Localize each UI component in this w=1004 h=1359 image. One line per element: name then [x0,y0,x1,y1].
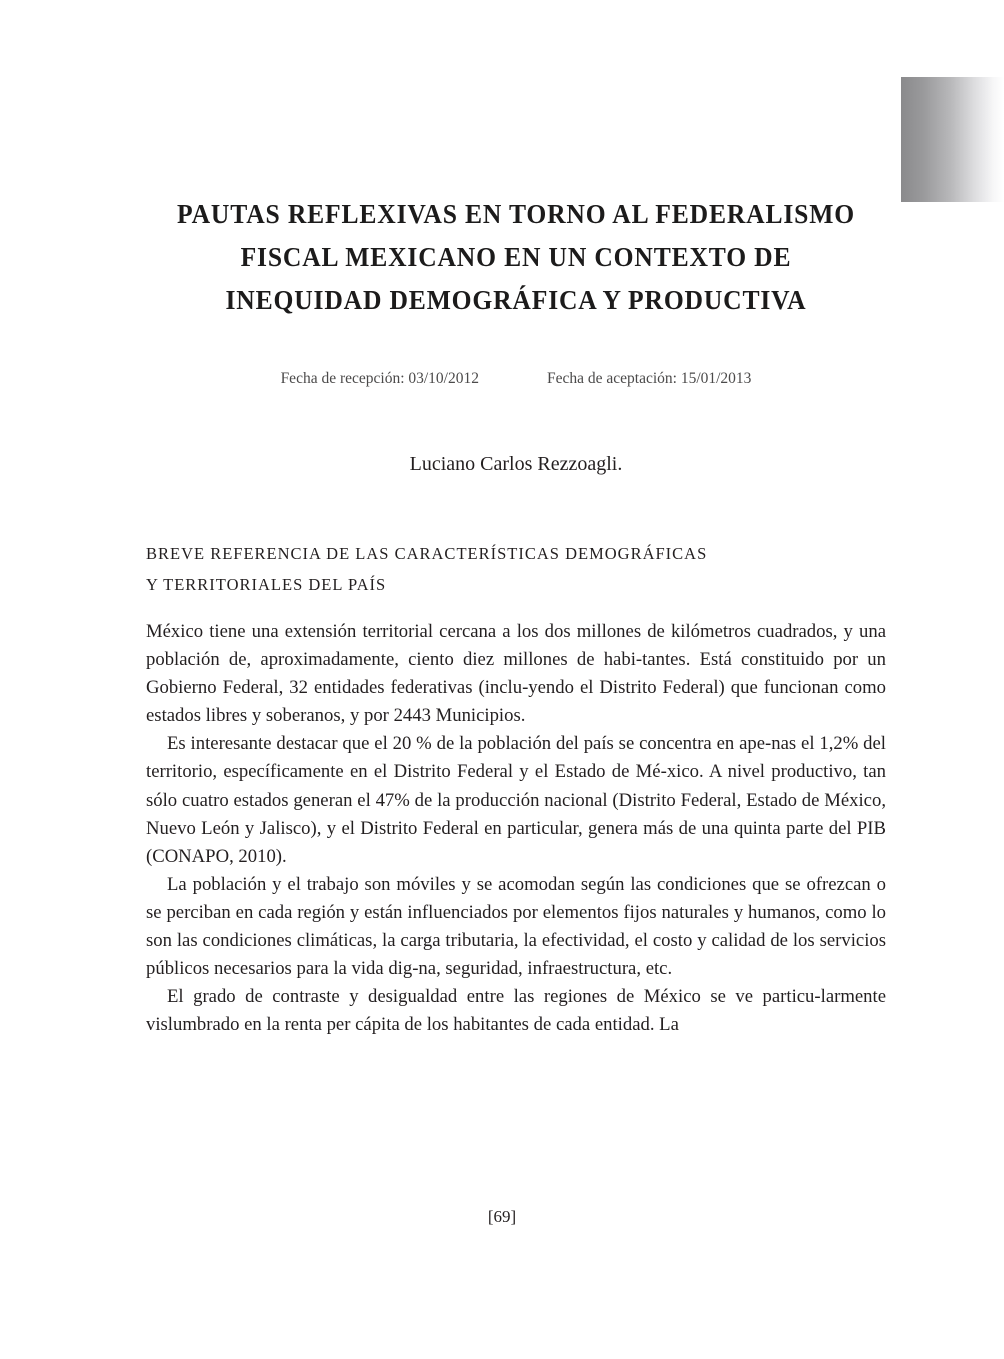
paragraph-4: El grado de contraste y desigualdad entre las regiones de México se ve particu-larmente vislumbrado en la renta per cápita de los habitantes de cada entidad. La [146,986,886,1036]
acceptance-date: Fecha de aceptación: 15/01/2013 [546,370,752,387]
author-name: Luciano Carlos Rezzoagli. [409,453,623,475]
section-heading-line-1: BREVE REFERENCIA DE LAS CARACTERÍSTICAS DEMOGRÁFICAS [146,544,708,563]
gradient-corner-tab [901,77,1004,202]
section-heading [146,538,886,600]
body-copy [146,618,886,1039]
submission-dates [146,368,886,390]
reception-date: Fecha de recepción: 03/10/2012 [280,370,479,387]
section-heading-line-2: Y TERRITORIALES DEL PAÍS [146,575,387,594]
paragraph-1: México tiene una extensión territorial cercana a los dos millones de kilómetros cuadrados, y una población de, aproximadamente, ciento diez millones de habi-tantes. Está constituido por un Gobierno Federal, 32 entidades federativas (inclu-yendo el Distrito Federal) que funcionan como estados libres y soberanos, y por 2443 Municipios. [146,621,886,727]
page-title [146,192,886,321]
title-line-2: FISCAL MEXICANO EN UN CONTEXTO DE [240,241,792,272]
paragraph-2: Es interesante destacar que el 20 % de la población del país se concentra en ape-nas el 1,2% del territorio, específicamente en el Distrito Federal y el Estado de Mé-xico. A nivel productivo, tan sólo cuatro estados generan el 47% de la producción nacional (Distrito Federal, Estado de México, Nuevo León y Jalisco), y el Distrito Federal en particular, genera más de una quinta parte del PIB (CONAPO, 2010). [146,733,886,867]
paragraph-3: La población y el trabajo son móviles y se acomodan según las condiciones que se ofrezcan o se perciban en cada región y están influenciados por elementos fijos naturales y humanos, como lo son las condiciones climáticas, la carga tributaria, la efectividad, el costo y calidad de los servicios públicos necesarios para la vida dig-na, seguridad, infraestructura, etc. [146,873,886,980]
title-line-1: PAUTAS REFLEXIVAS EN TORNO AL FEDERALISMO [177,198,855,229]
page-number: [69] [487,1207,517,1226]
title-line-3: INEQUIDAD DEMOGRÁFICA Y PRODUCTIVA [225,284,807,315]
